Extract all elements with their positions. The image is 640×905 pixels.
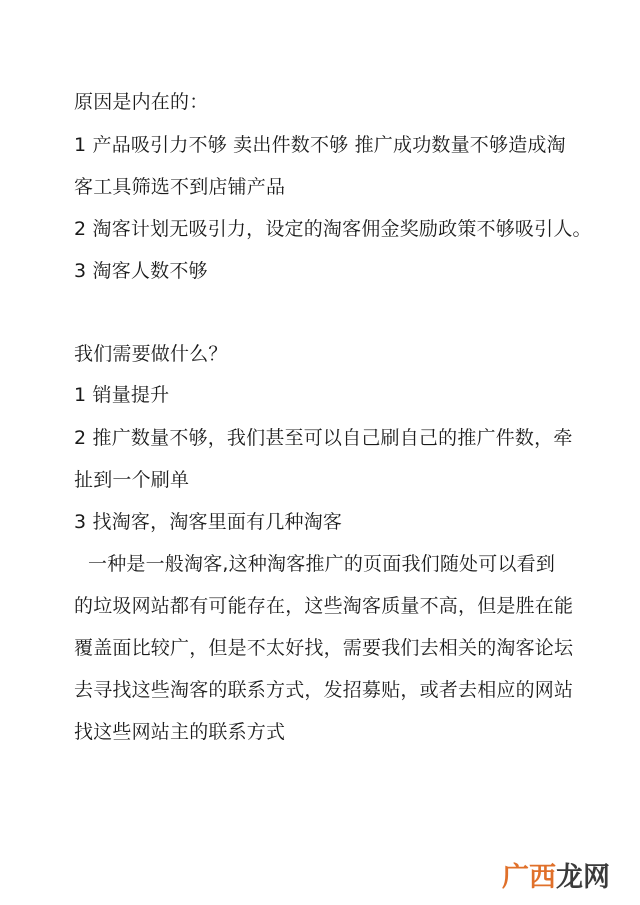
paragraph-line-4: 去寻找这些淘客的联系方式，发招募贴，或者去相应的网站	[74, 679, 574, 701]
section1-line-2: 客工具筛选不到店铺产品	[74, 176, 286, 198]
paragraph-line-3: 覆盖面比较广，但是不太好找，需要我们去相关的淘客论坛	[74, 637, 574, 659]
site-watermark	[502, 861, 610, 895]
section2-line-1: 1 销量提升	[74, 384, 170, 406]
section2-line-2: 2 推广数量不够，我们甚至可以自己刷自己的推广件数，牵	[74, 427, 573, 449]
section1-line-3: 2 淘客计划无吸引力，设定的淘客佣金奖励政策不够吸引人。	[74, 218, 592, 240]
watermark-site: 龙网	[556, 862, 610, 893]
section2-line-4: 3 找淘客，淘客里面有几种淘客	[74, 511, 343, 533]
watermark-brand: 广西	[502, 862, 556, 893]
section2-line-3: 扯到一个刷单	[74, 469, 190, 491]
section1-heading: 原因是内在的：	[74, 91, 209, 113]
section2-heading: 我们需要做什么？	[74, 343, 228, 365]
paragraph-line-5: 找这些网站主的联系方式	[74, 721, 286, 743]
paragraph-line-1: 一种是一般淘客,这种淘客推广的页面我们随处可以看到	[88, 553, 556, 575]
paragraph-line-2: 的垃圾网站都有可能存在，这些淘客质量不高，但是胜在能	[74, 595, 574, 617]
section1-line-4: 3 淘客人数不够	[74, 260, 208, 282]
section1-line-1: 1 产品吸引力不够 卖出件数不够 推广成功数量不够造成淘	[74, 134, 566, 156]
